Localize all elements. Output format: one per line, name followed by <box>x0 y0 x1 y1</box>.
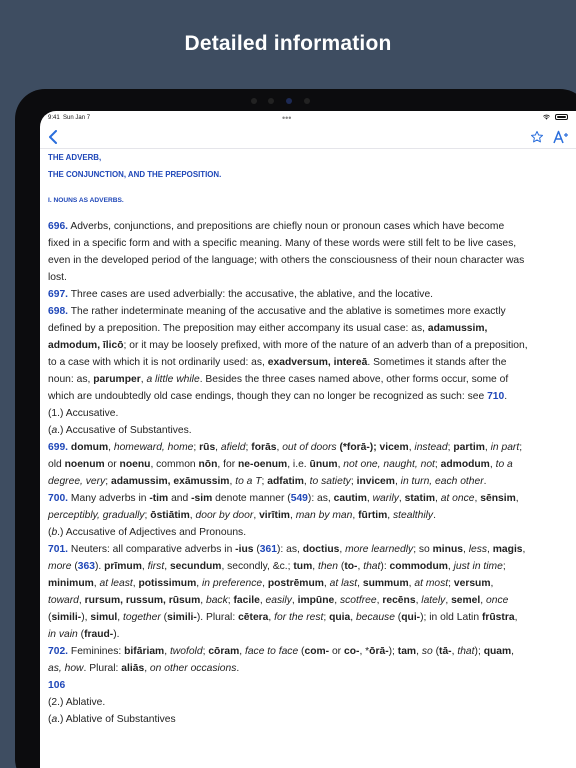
paragraph-text: , <box>511 646 515 657</box>
paragraph-text: ( <box>432 646 440 657</box>
translation: at least <box>99 578 133 589</box>
subheading-accusative-substantives <box>48 422 528 439</box>
rich-text <box>48 442 522 487</box>
back-button[interactable] <box>44 128 62 146</box>
paragraph-text: , <box>445 595 452 606</box>
latin-term: facile <box>233 595 260 606</box>
latin-term: admodum <box>440 459 490 470</box>
multitask-dots[interactable]: ••• <box>282 113 292 123</box>
translation: less <box>468 544 488 555</box>
translation: more learnedly <box>345 544 414 555</box>
section-link[interactable]: 106 <box>48 680 66 691</box>
paragraph-text: , <box>93 578 100 589</box>
latin-term: co- <box>343 646 360 657</box>
section-link[interactable]: 361 <box>259 544 277 555</box>
translation: just in time <box>453 561 503 572</box>
paragraph-text: ( <box>71 561 78 572</box>
translation: back <box>205 595 228 606</box>
paragraph-text: , <box>416 646 422 657</box>
paragraph-text: , <box>108 442 114 453</box>
subheading-accusative: (1.) Accusative. <box>48 408 119 419</box>
translation: in part <box>490 442 520 453</box>
camera-dot <box>251 98 257 104</box>
latin-term: recēns <box>382 595 416 606</box>
translation: first <box>147 561 165 572</box>
latin-term: rūs <box>199 442 216 453</box>
translation: homeward, home <box>113 442 194 453</box>
paragraph-text: ; <box>261 476 268 487</box>
latin-term: semel <box>451 595 481 606</box>
paragraph-text: , <box>514 612 518 623</box>
paragraph-text: ); in old Latin <box>420 612 482 623</box>
paragraph-text: a <box>51 714 58 725</box>
translation: man by man <box>295 510 353 521</box>
translation: then <box>317 561 339 572</box>
paragraph-text: , <box>78 595 85 606</box>
paragraph-text: ( <box>48 527 52 538</box>
paragraph-text: , <box>490 578 494 589</box>
latin-term: adfatim <box>267 476 304 487</box>
paragraph-text: , <box>141 561 148 572</box>
paragraph-text: , <box>268 612 275 623</box>
translation: for the rest <box>274 612 324 623</box>
section-link[interactable]: 549 <box>290 493 308 504</box>
paragraph-text: , for <box>217 459 238 470</box>
translation: twofold <box>169 646 203 657</box>
translation: door by door <box>195 510 254 521</box>
paragraph-text: , <box>434 493 441 504</box>
battery-icon <box>555 114 568 120</box>
paragraph-text: ; <box>350 476 357 487</box>
paragraph-text: , <box>140 374 147 385</box>
translation: more <box>48 561 72 572</box>
latin-term: quam <box>483 646 512 657</box>
paragraph-text: ; <box>227 595 234 606</box>
latin-term: fūrtim <box>358 510 388 521</box>
paragraph-text: , <box>312 561 318 572</box>
paragraph-text: ); <box>388 646 398 657</box>
latin-term: ōrā- <box>369 646 389 657</box>
paragraph-text: ; <box>447 442 454 453</box>
paragraph-text: ), <box>81 612 91 623</box>
latin-term: virītim <box>259 510 290 521</box>
latin-term: domum <box>70 442 109 453</box>
paragraph-text: ( <box>48 714 52 725</box>
paragraph-text: , common <box>150 459 199 470</box>
latin-term: secundum <box>169 561 222 572</box>
paragraph-699 <box>48 439 528 490</box>
article-content <box>48 149 528 728</box>
section-link[interactable]: 700. <box>48 493 69 504</box>
paragraph-text: ): as, <box>276 544 303 555</box>
paragraph-text: Many adverbs in <box>68 493 150 504</box>
paragraph-text: , <box>366 493 373 504</box>
paragraph-text: ; <box>202 646 209 657</box>
latin-term: ōstiātim <box>150 510 190 521</box>
date-label: Sun Jan 7 <box>63 115 91 121</box>
paragraph-text: , <box>259 595 266 606</box>
paragraph-text: , <box>334 595 340 606</box>
paragraph-text: ; <box>193 442 200 453</box>
latin-term: tum <box>293 561 313 572</box>
latin-term: forās <box>251 442 277 453</box>
translation: once <box>486 595 509 606</box>
translation: toward <box>48 595 79 606</box>
translation: lately <box>421 595 446 606</box>
paragraph-text: , <box>480 595 487 606</box>
latin-term: parumper <box>93 374 141 385</box>
paragraph-text: , <box>357 561 364 572</box>
paragraph-text: . Plural: <box>83 663 122 674</box>
translation: face to face <box>244 646 299 657</box>
paragraph-text: .) Accusative of Adjectives and Pronouns. <box>57 527 247 538</box>
paragraph-text: , <box>376 595 383 606</box>
translation: because <box>356 612 395 623</box>
favorite-button[interactable] <box>528 128 546 146</box>
translation: easily <box>265 595 292 606</box>
latin-term: tā- <box>439 646 452 657</box>
paragraph-text: , <box>253 510 260 521</box>
latin-term: simili- <box>167 612 197 623</box>
latin-term: adamussim, exāmussim <box>110 476 230 487</box>
paragraph-text: ; <box>144 510 151 521</box>
paragraph-text: , <box>215 442 221 453</box>
paragraph-text: , <box>357 578 363 589</box>
latin-term: summum <box>362 578 409 589</box>
translation: that <box>457 646 475 657</box>
paragraph-text: ( <box>160 612 168 623</box>
paragraph-text: ): as, <box>307 493 334 504</box>
headline: Detailed information <box>184 32 392 55</box>
latin-term: ne-oenum <box>238 459 288 470</box>
translation: a little while <box>146 374 200 385</box>
app-screen <box>40 111 576 768</box>
paragraph-701 <box>48 541 528 643</box>
translation: as, how <box>48 663 84 674</box>
paragraph-text: ( <box>48 612 52 623</box>
latin-term: -sim <box>191 493 213 504</box>
chapter-heading: THE ADVERB, <box>48 153 102 162</box>
paragraph-702 <box>48 643 528 677</box>
wifi-icon <box>542 114 551 120</box>
paragraph-text: ; <box>434 459 441 470</box>
paragraph-text: , <box>487 544 493 555</box>
latin-term: fraud- <box>84 629 114 640</box>
latin-term: qui- <box>401 612 421 623</box>
section-link[interactable]: 701. <box>48 544 69 555</box>
paragraph-text: ( <box>48 425 52 436</box>
status-time <box>48 115 90 121</box>
latin-term: rursum, russum, rūsum <box>84 595 201 606</box>
section-link[interactable]: 699. <box>48 442 69 453</box>
status-bar <box>40 111 576 125</box>
time-label: 9:41 <box>48 115 60 121</box>
translation: to a degree, very <box>48 459 513 487</box>
latin-term: minus <box>432 544 463 555</box>
latin-term: invicem <box>356 476 395 487</box>
translation: afield <box>220 442 246 453</box>
paragraph-text: ( <box>338 561 345 572</box>
paragraph-text: , <box>303 476 310 487</box>
paragraph-text: a <box>51 425 58 436</box>
paragraph-text: , <box>522 544 526 555</box>
paragraph-text: . <box>433 510 436 521</box>
translation: perceptibly, gradually <box>48 510 145 521</box>
translation: at most <box>414 578 449 589</box>
paragraph-text: ; old <box>48 442 523 470</box>
latin-term: noenum <box>64 459 105 470</box>
translation: at last <box>329 578 358 589</box>
rich-text <box>48 493 519 521</box>
latin-term: exadversum, intereā <box>267 357 368 368</box>
paragraph-text: , * <box>359 646 370 657</box>
section-link[interactable]: 697. <box>48 289 69 300</box>
translation: that <box>363 561 381 572</box>
paragraph-698 <box>48 303 528 405</box>
paragraph-text: , <box>398 493 405 504</box>
latin-term: bifāriam <box>124 646 165 657</box>
latin-term: frūstra <box>481 612 515 623</box>
paragraph-text: , <box>262 578 268 589</box>
latin-term: (*forā-); vicem <box>339 442 409 453</box>
latin-term: com- <box>304 646 330 657</box>
paragraph-text: ( <box>298 646 305 657</box>
paragraph-700 <box>48 490 528 524</box>
translation: stealthily <box>393 510 434 521</box>
paragraph-text: ): <box>380 561 390 572</box>
camera-dot <box>268 98 274 104</box>
section-link[interactable]: 710 <box>487 391 505 402</box>
latin-term: potissimum <box>138 578 197 589</box>
paragraph-text: , <box>415 595 422 606</box>
paragraph-text: denote manner ( <box>212 493 291 504</box>
paragraph-text: , <box>489 459 496 470</box>
paragraph-text: , <box>484 442 491 453</box>
latin-term: -ius <box>235 544 254 555</box>
paragraph-text: , <box>276 442 283 453</box>
paragraph-text: . <box>483 476 487 487</box>
paragraph-697 <box>48 286 528 303</box>
section-link[interactable]: 698. <box>48 306 69 317</box>
paragraph-text: , <box>474 493 481 504</box>
paragraph-text: , <box>291 595 298 606</box>
latin-term: statim <box>404 493 435 504</box>
paragraph-text: , <box>239 646 245 657</box>
section-link[interactable]: 696. <box>48 221 69 232</box>
latin-term: nōn <box>198 459 218 470</box>
latin-term: -tim <box>149 493 169 504</box>
section-link[interactable]: 702. <box>48 646 69 657</box>
paragraph-text: , <box>200 595 206 606</box>
paragraph-text: ; so <box>413 544 433 555</box>
paragraph-text: . <box>504 391 508 402</box>
paragraph-text: , <box>289 510 296 521</box>
camera-dot <box>304 98 310 104</box>
paragraph-text: .) Ablative of Substantives <box>57 714 176 725</box>
text-size-icon <box>553 130 569 144</box>
nav-bar <box>40 125 576 149</box>
paragraph-text: , <box>387 510 394 521</box>
latin-term: sēnsim <box>480 493 516 504</box>
paragraph-text: , <box>144 663 150 674</box>
latin-term: adamussim, admodum, īlicō <box>48 323 488 351</box>
latin-term: impūne <box>297 595 335 606</box>
paragraph-text: ( <box>253 544 260 555</box>
paragraph-text: , <box>462 544 469 555</box>
latin-term: quia <box>329 612 351 623</box>
latin-term: partim <box>453 442 485 453</box>
rich-text <box>48 544 525 640</box>
paragraph-text: , <box>408 442 415 453</box>
paragraph-text: ). <box>113 629 120 640</box>
latin-term: simul <box>90 612 118 623</box>
translation: in turn, each other <box>400 476 484 487</box>
star-icon <box>530 130 544 144</box>
translation: at once <box>440 493 475 504</box>
latin-term: commodum <box>389 561 448 572</box>
paragraph-text: , secondly, &c.; <box>221 561 294 572</box>
translation: out of doors <box>282 442 337 453</box>
latin-term: postrēmum <box>267 578 324 589</box>
paragraph-text: The rather indeterminate meaning of the accusative and the ablative is sometimes more exactly defined by a preposition. The preposition may either accompany its usual case: as, <box>48 306 506 334</box>
paragraph-text: ( <box>77 629 85 640</box>
paragraph-text: . Besides the three cases named above, other forms occur, some of which are undoubtedly old case endings, though they can no longer be recognized as such: see <box>48 374 509 402</box>
paragraph-text: ; <box>105 476 111 487</box>
paragraph-text: ; <box>245 442 252 453</box>
paragraph-text: Three cases are used adverbially: the accusative, the ablative, and the locative. <box>68 289 434 300</box>
paragraph-text: , <box>323 578 330 589</box>
latin-term: cētera <box>238 612 269 623</box>
paragraph-text: .) Accusative of Substantives. <box>57 425 192 436</box>
subheading-ablative: (2.) Ablative. <box>48 697 106 708</box>
translation: together <box>123 612 161 623</box>
chevron-left-icon <box>48 130 58 144</box>
latin-term: aliās <box>121 663 145 674</box>
latin-term: magis <box>492 544 523 555</box>
paragraph-text: . Sometimes it stands after the noun: as, <box>48 357 507 385</box>
latin-term: minimum <box>48 578 94 589</box>
translation: scotfree <box>339 595 377 606</box>
paragraph-text: ; <box>448 578 454 589</box>
latin-term: ūnum <box>309 459 338 470</box>
paragraph-text: , <box>117 612 123 623</box>
translation: so <box>421 646 433 657</box>
paragraph-text: Feminines: <box>68 646 125 657</box>
paragraph-text: ( <box>394 612 402 623</box>
latin-term: doctius <box>302 544 340 555</box>
paragraph-text: ). Plural: <box>196 612 239 623</box>
translation: to satiety <box>309 476 351 487</box>
translation: in preference <box>201 578 263 589</box>
subheading-ablative-substantives <box>48 711 528 728</box>
paragraph-text: , i.e. <box>287 459 310 470</box>
paragraph-text: , <box>352 510 359 521</box>
paragraph-text: , <box>189 510 196 521</box>
latin-term: to- <box>344 561 358 572</box>
paragraph-text: ); <box>474 646 484 657</box>
section-heading: I. NOUNS AS ADVERBS. <box>48 197 124 204</box>
latin-term: versum <box>453 578 491 589</box>
paragraph-text: , <box>394 476 401 487</box>
paragraph-text: , <box>337 459 344 470</box>
paragraph-text: , <box>229 476 236 487</box>
translation: in vain <box>48 629 78 640</box>
camera-lens <box>286 98 292 104</box>
text-size-button[interactable] <box>552 128 570 146</box>
paragraph-text: ; <box>502 561 506 572</box>
paragraph-text: . <box>236 663 240 674</box>
latin-term: cōram <box>208 646 240 657</box>
paragraph-text: , <box>447 561 454 572</box>
latin-term: noenu <box>119 459 151 470</box>
latin-term: prīmum <box>104 561 142 572</box>
paragraph-text: ). <box>94 561 105 572</box>
paragraph-text: ; or it may be loosely prefixed, with more of the nature of an adverb than of a preposition, to a case with which it is not ordinarily used: as, <box>48 340 528 368</box>
paragraph-text: ; <box>323 612 330 623</box>
paragraph-text: , <box>408 578 415 589</box>
paragraph-106 <box>48 677 528 694</box>
latin-term: tam <box>397 646 417 657</box>
paragraph-text: Adverbs, conjunctions, and prepositions are chiefly noun or pronoun cases which have become fixed in a specific form and with a specific meaning. Many of these words were still felt to be live cases, even in the developed period of the language; with others the consciousness of their noun character was lost. <box>48 221 525 283</box>
latin-term: simili- <box>51 612 82 623</box>
paragraph-text: , <box>515 493 519 504</box>
paragraph-text: or <box>104 459 120 470</box>
paragraph-text: and <box>168 493 192 504</box>
paragraph-text: , <box>164 561 170 572</box>
paragraph-text: , <box>132 578 139 589</box>
paragraph-text: , <box>350 612 356 623</box>
paragraph-text: , <box>451 646 458 657</box>
paragraph-text: , <box>339 544 346 555</box>
paragraph-text: , <box>196 578 202 589</box>
subheading-accusative-adjectives <box>48 524 528 541</box>
translation: instead <box>414 442 448 453</box>
latin-term: cautim <box>333 493 367 504</box>
paragraph-text: b <box>51 527 58 538</box>
paragraph-text: Neuters: all comparative adverbs in <box>68 544 236 555</box>
paragraph-696 <box>48 218 528 286</box>
paragraph-text: , <box>164 646 170 657</box>
chapter-heading: THE CONJUNCTION, AND THE PREPOSITION. <box>48 170 222 179</box>
translation: warily <box>372 493 399 504</box>
paragraph-text: or <box>329 646 344 657</box>
translation: to a T <box>235 476 262 487</box>
rich-text <box>48 646 514 674</box>
translation: on other occasions <box>149 663 237 674</box>
translation: not one, naught, not <box>343 459 435 470</box>
section-link[interactable]: 363 <box>77 561 95 572</box>
